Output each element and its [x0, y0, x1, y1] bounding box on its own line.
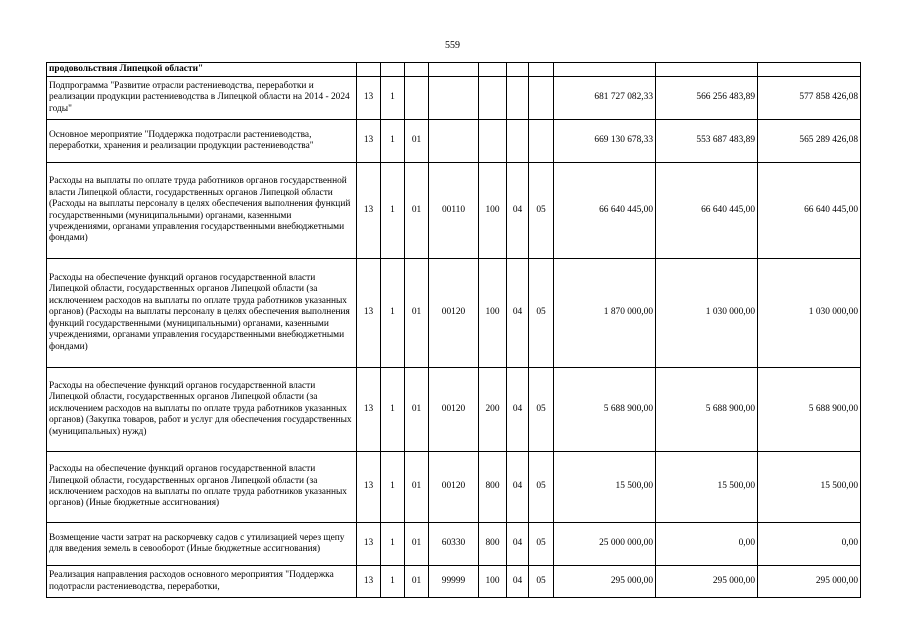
- amount-cell: 15 500,00: [554, 452, 656, 523]
- code-cell: 800: [479, 452, 507, 523]
- table-row: [47, 259, 861, 368]
- row-name: Возмещение части затрат на раскорчевку садов с утилизацией через щепу для введения земель в севооборот (Иные бюджетные ассигнования): [47, 523, 357, 566]
- amount-cell: [554, 63, 656, 77]
- amount-cell: 5 688 900,00: [656, 368, 758, 452]
- code-cell: 100: [479, 566, 507, 598]
- amount-cell: 295 000,00: [758, 566, 861, 598]
- table-row: [47, 523, 861, 566]
- row-name: Расходы на обеспечение функций органов государственной власти Липецкой области, государственных органов Липецкой области (за исключением расходов на выплаты по оплате труда работников указанных органов) (Расходы на выплаты персоналу в целях обеспечения выполнения функций государственными (муниципальными) органами, казенными учреждениями, органами управления государственными внебюджетными фондами): [47, 259, 357, 368]
- code-cell: 04: [507, 163, 529, 259]
- code-cell: 13: [357, 452, 381, 523]
- budget-table: [46, 62, 861, 598]
- code-cell: 13: [357, 523, 381, 566]
- code-cell: 01: [405, 120, 429, 163]
- row-name: продовольствия Липецкой области": [47, 63, 357, 77]
- code-cell: [479, 77, 507, 120]
- table-row: [47, 368, 861, 452]
- code-cell: 1: [381, 77, 405, 120]
- code-cell: 05: [529, 452, 554, 523]
- code-cell: [429, 77, 479, 120]
- row-name: Расходы на выплаты по оплате труда работников органов государственной власти Липецкой области, государственных органов Липецкой области (Расходы на выплаты персоналу в целях обеспечения выполнения функций государственными (муниципальными) органами, казенными учреждениями, органами управления государственными внебюджетными фондами): [47, 163, 357, 259]
- row-name: Подпрограмма "Развитие отрасли растениеводства, переработки и реализации продукции растениеводства в Липецкой области на 2014 - 2024 годы": [47, 77, 357, 120]
- code-cell: 200: [479, 368, 507, 452]
- code-cell: [529, 120, 554, 163]
- code-cell: 01: [405, 163, 429, 259]
- code-cell: [529, 63, 554, 77]
- amount-cell: 5 688 900,00: [758, 368, 861, 452]
- amount-cell: 1 870 000,00: [554, 259, 656, 368]
- code-cell: [429, 120, 479, 163]
- amount-cell: [656, 63, 758, 77]
- amount-cell: 295 000,00: [656, 566, 758, 598]
- code-cell: 13: [357, 259, 381, 368]
- code-cell: 100: [479, 163, 507, 259]
- code-cell: [507, 77, 529, 120]
- table-row: [47, 120, 861, 163]
- row-name: Расходы на обеспечение функций органов государственной власти Липецкой области, государственных органов Липецкой области (за исключением расходов на выплаты по оплате труда работников указанных органов) (Закупка товаров, работ и услуг для обеспечения государственных (муниципальных) нужд): [47, 368, 357, 452]
- code-cell: 800: [479, 523, 507, 566]
- code-cell: 04: [507, 523, 529, 566]
- code-cell: 00110: [429, 163, 479, 259]
- code-cell: 05: [529, 523, 554, 566]
- amount-cell: 0,00: [656, 523, 758, 566]
- code-cell: 04: [507, 259, 529, 368]
- code-cell: 04: [507, 566, 529, 598]
- code-cell: 1: [381, 120, 405, 163]
- code-cell: 05: [529, 368, 554, 452]
- code-cell: 01: [405, 452, 429, 523]
- table-row: [47, 63, 861, 77]
- code-cell: 13: [357, 77, 381, 120]
- code-cell: [507, 120, 529, 163]
- table-row: [47, 163, 861, 259]
- row-name: Расходы на обеспечение функций органов государственной власти Липецкой области, государственных органов Липецкой области (за исключением расходов на выплаты по оплате труда работников указанных органов) (Иные бюджетные ассигнования): [47, 452, 357, 523]
- code-cell: [405, 77, 429, 120]
- amount-cell: 15 500,00: [656, 452, 758, 523]
- code-cell: [381, 63, 405, 77]
- code-cell: 100: [479, 259, 507, 368]
- code-cell: 05: [529, 163, 554, 259]
- code-cell: [357, 63, 381, 77]
- code-cell: 99999: [429, 566, 479, 598]
- code-cell: 00120: [429, 259, 479, 368]
- amount-cell: 1 030 000,00: [758, 259, 861, 368]
- amount-cell: 1 030 000,00: [656, 259, 758, 368]
- code-cell: [507, 63, 529, 77]
- code-cell: 13: [357, 368, 381, 452]
- table-row: [47, 452, 861, 523]
- code-cell: 00120: [429, 368, 479, 452]
- amount-cell: 553 687 483,89: [656, 120, 758, 163]
- amount-cell: 565 289 426,08: [758, 120, 861, 163]
- code-cell: 1: [381, 163, 405, 259]
- amount-cell: 295 000,00: [554, 566, 656, 598]
- code-cell: [429, 63, 479, 77]
- amount-cell: 66 640 445,00: [554, 163, 656, 259]
- code-cell: 01: [405, 566, 429, 598]
- code-cell: 1: [381, 259, 405, 368]
- amount-cell: 66 640 445,00: [758, 163, 861, 259]
- code-cell: 13: [357, 163, 381, 259]
- code-cell: [405, 63, 429, 77]
- amount-cell: 681 727 082,33: [554, 77, 656, 120]
- row-name: Основное мероприятие "Поддержка подотрасли растениеводства, переработки, хранения и реализации продукции растениеводства": [47, 120, 357, 163]
- amount-cell: 566 256 483,89: [656, 77, 758, 120]
- code-cell: 60330: [429, 523, 479, 566]
- code-cell: 13: [357, 120, 381, 163]
- code-cell: 05: [529, 259, 554, 368]
- amount-cell: 15 500,00: [758, 452, 861, 523]
- code-cell: 1: [381, 368, 405, 452]
- amount-cell: 577 858 426,08: [758, 77, 861, 120]
- code-cell: 13: [357, 566, 381, 598]
- code-cell: 04: [507, 368, 529, 452]
- code-cell: 01: [405, 523, 429, 566]
- code-cell: [479, 120, 507, 163]
- row-name: Реализация направления расходов основного мероприятия "Поддержка подотрасли растениеводства, переработки,: [47, 566, 357, 598]
- amount-cell: 669 130 678,33: [554, 120, 656, 163]
- code-cell: 04: [507, 452, 529, 523]
- code-cell: 05: [529, 566, 554, 598]
- amount-cell: 5 688 900,00: [554, 368, 656, 452]
- code-cell: 1: [381, 566, 405, 598]
- amount-cell: 66 640 445,00: [656, 163, 758, 259]
- code-cell: 01: [405, 368, 429, 452]
- code-cell: 00120: [429, 452, 479, 523]
- code-cell: [479, 63, 507, 77]
- amount-cell: [758, 63, 861, 77]
- amount-cell: 0,00: [758, 523, 861, 566]
- table-row: [47, 77, 861, 120]
- code-cell: 1: [381, 523, 405, 566]
- code-cell: 01: [405, 259, 429, 368]
- code-cell: 1: [381, 452, 405, 523]
- amount-cell: 25 000 000,00: [554, 523, 656, 566]
- table-row: [47, 566, 861, 598]
- page-number: 559: [445, 40, 460, 51]
- code-cell: [529, 77, 554, 120]
